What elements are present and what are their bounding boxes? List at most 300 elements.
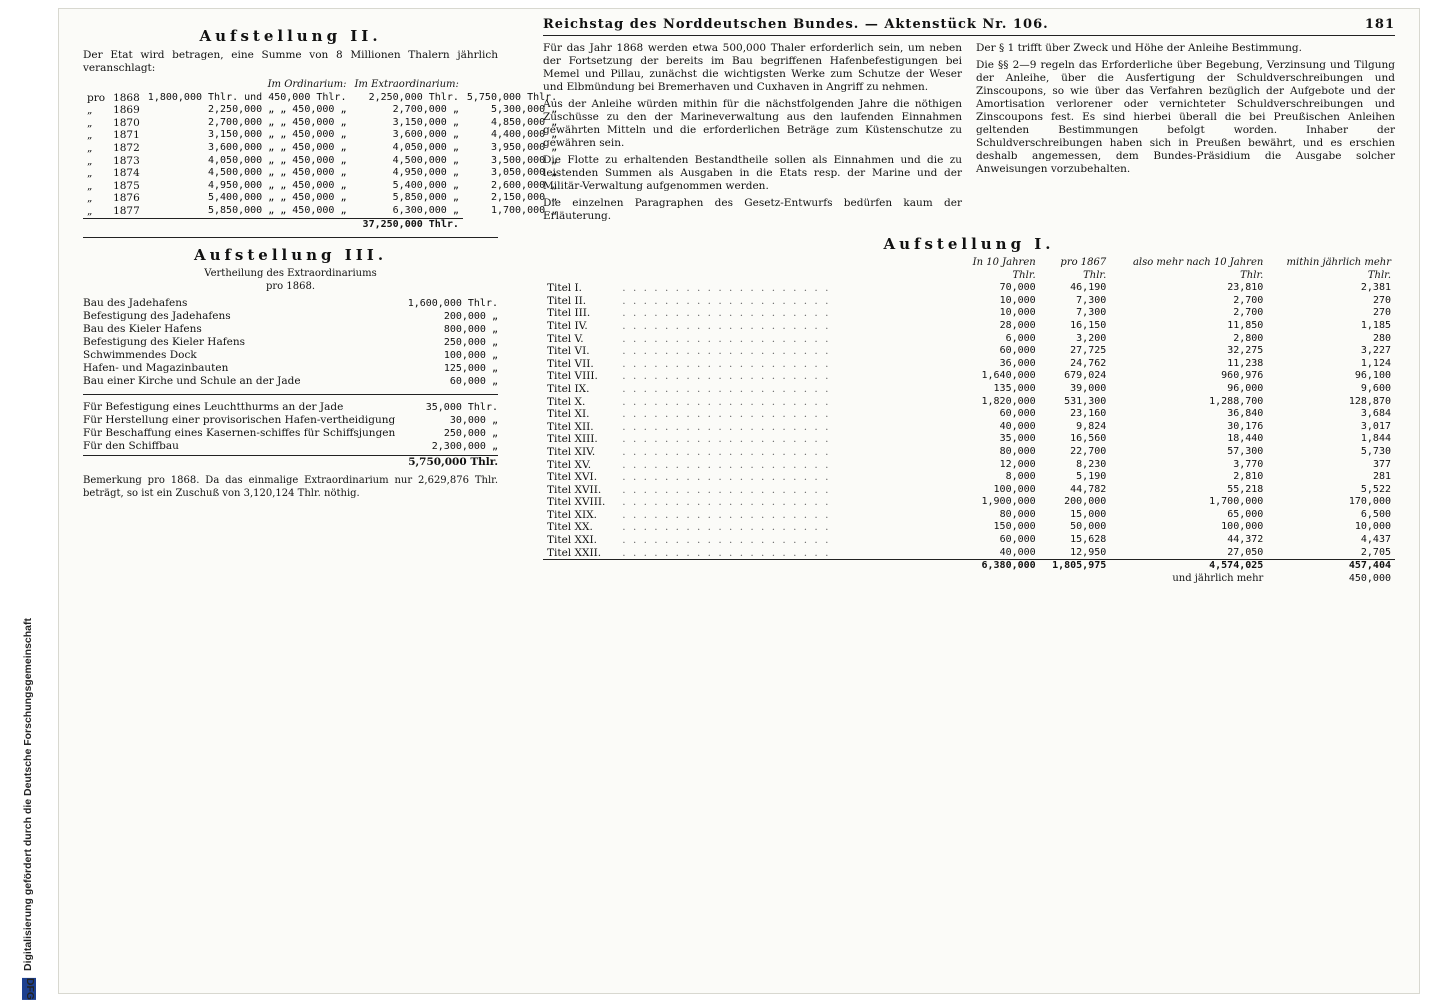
- ordinarium-cell: 5,400,000 „: [392, 179, 459, 191]
- table-row: [543, 509, 1395, 522]
- ordinarium-cell: 4,950,000 „: [392, 167, 459, 179]
- value-cell: 270: [1372, 307, 1391, 319]
- calc-cell: 3,600,000 „ „ 450,000 „: [208, 141, 347, 153]
- value-cell: 3,017: [1360, 420, 1391, 432]
- year-cell: 1877: [113, 204, 140, 217]
- table-row: [83, 205, 561, 218]
- value-cell: 2,800: [1233, 332, 1264, 344]
- aufstellung-3-left-list: [83, 297, 498, 388]
- a1-col-mehr: also mehr nach 10 Jahren: [1132, 257, 1264, 268]
- a1-col-jaehrlich: mithin jährlich mehr: [1286, 257, 1391, 268]
- leader-dots: . . . . . . . . . . . . . . . . . . . .: [622, 433, 831, 446]
- value-cell: 531,300: [1064, 395, 1107, 407]
- item-label: Für Herstellung einer provisorischen Hafen-vertheidigung: [83, 414, 396, 427]
- value-cell: 60,000: [999, 534, 1036, 546]
- table-row: [83, 192, 561, 205]
- titel-label: Titel XXI.: [547, 534, 597, 547]
- a1-footer-row: [543, 573, 1395, 586]
- table-row: [543, 471, 1395, 484]
- value-cell: 3,684: [1360, 408, 1391, 420]
- value-cell: 60,000: [999, 408, 1036, 420]
- value-cell: 22,700: [1070, 445, 1107, 457]
- intro-text: [543, 42, 1395, 227]
- value-cell: 15,000: [1070, 508, 1107, 520]
- table-row: [543, 446, 1395, 459]
- table-row: [543, 534, 1395, 547]
- value-cell: 377: [1372, 458, 1391, 470]
- a1-col-10-jahren: In 10 Jahren: [972, 257, 1036, 268]
- leader-dots: . . . . . . . . . . . . . . . . . . . .: [622, 357, 831, 370]
- value-cell: 5,730: [1360, 445, 1391, 457]
- list-item: [83, 336, 498, 349]
- a1-unit: Thlr.: [1367, 269, 1391, 281]
- titel-label: Titel I.: [547, 282, 582, 295]
- item-label: Für den Schiffbau: [83, 440, 179, 453]
- value-cell: 270: [1372, 294, 1391, 306]
- list-item: [83, 310, 498, 323]
- titel-label: Titel II.: [547, 294, 587, 307]
- extraordinarium-cell: 5,300,000 „: [490, 104, 558, 116]
- value-cell: 11,238: [1227, 357, 1264, 369]
- leader-dots: . . . . . . . . . . . . . . . . . . . .: [622, 458, 831, 471]
- leader-dots: . . . . . . . . . . . . . . . . . . . .: [622, 483, 831, 496]
- table-row: [83, 129, 561, 142]
- value-cell: 9,824: [1076, 420, 1107, 432]
- extraordinarium-cell: 4,400,000 „: [490, 129, 558, 141]
- value-cell: 18,440: [1227, 433, 1264, 445]
- value-cell: 7,300: [1076, 307, 1107, 319]
- leader-dots: . . . . . . . . . . . . . . . . . . . .: [622, 546, 831, 559]
- pro-cell: „: [87, 167, 93, 180]
- item-value: 35,000 Thlr.: [425, 402, 498, 414]
- list-item: [83, 375, 498, 388]
- value-cell: 10,000: [1354, 521, 1391, 533]
- year-cell: 1869: [113, 104, 140, 117]
- value-cell: 170,000: [1348, 496, 1391, 508]
- value-cell: 96,100: [1354, 370, 1391, 382]
- extraordinarium-cell: 4,850,000 „: [490, 116, 558, 128]
- a1-unit: Thlr.: [1012, 269, 1036, 281]
- table-row: [83, 155, 561, 168]
- pro-cell: pro: [87, 91, 106, 104]
- value-cell: 70,000: [999, 282, 1036, 294]
- list-item: [83, 297, 498, 310]
- year-cell: 1875: [113, 179, 140, 192]
- value-cell: 150,000: [993, 521, 1036, 533]
- calc-cell: 2,700,000 „ „ 450,000 „: [208, 116, 347, 128]
- value-cell: 9,600: [1360, 382, 1391, 394]
- list-item: [83, 362, 498, 375]
- pro-cell: „: [87, 116, 93, 129]
- running-head-title: Reichstag des Norddeutschen Bundes. — Aktenstück Nr. 106.: [543, 17, 1049, 32]
- calc-cell: 4,050,000 „ „ 450,000 „: [208, 154, 347, 166]
- value-cell: 7,300: [1076, 294, 1107, 306]
- value-cell: 30,176: [1227, 420, 1264, 432]
- pro-cell: „: [87, 204, 93, 217]
- intro-left: [543, 42, 962, 227]
- leader-dots: . . . . . . . . . . . . . . . . . . . .: [622, 370, 831, 383]
- table-row: [543, 320, 1395, 333]
- pro-cell: „: [87, 192, 93, 205]
- a1-total-a: 6,380,000: [959, 560, 1040, 573]
- value-cell: 16,150: [1070, 319, 1107, 331]
- value-cell: 679,024: [1064, 370, 1107, 382]
- value-cell: 10,000: [999, 294, 1036, 306]
- intro-paragraph: Für das Jahr 1868 werden etwa 500,000 Thaler erforderlich sein, um neben der Fortsetzung der bereits im Bau begriffenen Hafenbefestigungen bei Memel und Pillau, zunächst die wichtigsten Werke zum Schutze der Weser und Elbmündung bei Bremerhaven und Cuxhaven in Angriff zu nehmen.: [543, 42, 962, 93]
- item-value: 250,000 „: [443, 428, 498, 440]
- aufstellung-1-table: [543, 257, 1395, 585]
- value-cell: 16,560: [1070, 433, 1107, 445]
- intro-paragraph: Die §§ 2—9 regeln das Erforderliche über Begebung, Verzinsung und Tilgung der Anleihe, über die Ausfertigung der Schuldverschreibungen und Zinscoupons, so wie über das Verfahren bezüglich der Aufgebote und der Amortisation verlorener oder vernichteter Schuldverschreibungen und Zinscoupons fest. Es sind hierbei überall die bei Preußischen Anleihen geltenden Bestimmungen befolgt worden. Inhaber der Schuldverschreibungen haben sich in Preußen bewährt, und es erschien deshalb angemessen, dem Bundes-Präsidium die Ausgabe solcher Anweisungen vorzubehalten.: [976, 59, 1395, 175]
- item-value: 800,000 „: [443, 324, 498, 336]
- item-value: 200,000 „: [443, 311, 498, 323]
- leader-dots: . . . . . . . . . . . . . . . . . . . .: [622, 471, 831, 484]
- extraordinarium-cell: 3,950,000 „: [490, 141, 558, 153]
- value-cell: 1,900,000: [981, 496, 1036, 508]
- table-row: [543, 345, 1395, 358]
- ordinarium-cell: 4,050,000 „: [392, 141, 459, 153]
- extraordinarium-cell: 5,750,000 Thlr.: [466, 91, 558, 103]
- value-cell: 44,372: [1227, 534, 1264, 546]
- ordinarium-cell: 2,250,000 Thlr.: [368, 91, 459, 103]
- ordinarium-cell: 2,700,000 „: [392, 104, 459, 116]
- titel-label: Titel V.: [547, 332, 584, 345]
- value-cell: 100,000: [993, 483, 1036, 495]
- value-cell: 27,050: [1227, 546, 1264, 558]
- a2-col-pro: [83, 79, 109, 92]
- table-row: [543, 370, 1395, 383]
- ordinarium-cell: 6,300,000 „: [392, 204, 459, 216]
- item-value: 1,600,000 Thlr.: [407, 298, 498, 310]
- table-row: [83, 180, 561, 193]
- list-item: [83, 401, 498, 414]
- item-value: 250,000 „: [443, 337, 498, 349]
- calc-cell: 2,250,000 „ „ 450,000 „: [208, 104, 347, 116]
- item-label: Bau einer Kirche und Schule an der Jade: [83, 375, 301, 388]
- leader-dots: . . . . . . . . . . . . . . . . . . . .: [622, 345, 831, 358]
- item-value: 125,000 „: [443, 363, 498, 375]
- calc-cell: 3,150,000 „ „ 450,000 „: [208, 129, 347, 141]
- table-row: [543, 459, 1395, 472]
- table-row: [543, 496, 1395, 509]
- credit-text: Digitalisierung gefördert durch die Deutsche Forschungsgemeinschaft: [22, 618, 34, 972]
- aufstellung-3-subtitle: Vertheilung des Extraordinariums: [204, 268, 377, 280]
- item-label: Bau des Jadehafens: [83, 297, 188, 310]
- value-cell: 1,124: [1360, 357, 1391, 369]
- value-cell: 2,705: [1360, 546, 1391, 558]
- table-row: [543, 421, 1395, 434]
- value-cell: 80,000: [999, 508, 1036, 520]
- running-head: [543, 17, 1395, 36]
- value-cell: 1,700,000: [1209, 496, 1264, 508]
- item-label: Hafen- und Magazinbauten: [83, 362, 229, 375]
- leader-dots: . . . . . . . . . . . . . . . . . . . .: [622, 382, 831, 395]
- value-cell: 65,000: [1227, 508, 1264, 520]
- leader-dots: . . . . . . . . . . . . . . . . . . . .: [622, 534, 831, 547]
- right-column: [529, 9, 1419, 993]
- titel-label: Titel VI.: [547, 345, 590, 358]
- value-cell: 36,840: [1227, 408, 1264, 420]
- value-cell: 55,218: [1227, 483, 1264, 495]
- titel-label: Titel XVIII.: [547, 496, 606, 509]
- table-row: [543, 295, 1395, 308]
- value-cell: 8,000: [1005, 471, 1036, 483]
- table-row: [543, 484, 1395, 497]
- value-cell: 3,200: [1076, 332, 1107, 344]
- item-label: Für Beschaffung eines Kasernen-schiffes für Schiffsjungen: [83, 427, 396, 440]
- intro-paragraph: Die Flotte zu erhaltenden Bestandtheile sollen als Einnahmen und die zu leistenden Summen als Ausgaben in die Etats resp. der Marine und der Militär-Verwaltung aufgenommen werden.: [543, 154, 962, 192]
- year-cell: 1872: [113, 141, 140, 154]
- titel-label: Titel XV.: [547, 458, 592, 471]
- table-row: [543, 433, 1395, 446]
- list-divider: [83, 394, 498, 395]
- titel-label: Titel XX.: [547, 521, 593, 534]
- value-cell: 11,850: [1227, 319, 1264, 331]
- leader-dots: . . . . . . . . . . . . . . . . . . . .: [622, 307, 831, 320]
- value-cell: 44,782: [1070, 483, 1107, 495]
- titel-label: Titel IV.: [547, 319, 588, 332]
- extraordinarium-cell: 3,500,000 „: [490, 154, 558, 166]
- value-cell: 80,000: [999, 445, 1036, 457]
- value-cell: 27,725: [1070, 345, 1107, 357]
- value-cell: 35,000: [999, 433, 1036, 445]
- a1-unit: Thlr.: [1240, 269, 1264, 281]
- titel-label: Titel III.: [547, 307, 591, 320]
- value-cell: 2,700: [1233, 307, 1264, 319]
- list-item: [83, 440, 498, 453]
- value-cell: 1,820,000: [981, 395, 1036, 407]
- intro-paragraph: Aus der Anleihe würden mithin für die nächstfolgenden Jahre die nöthigen Zuschüsse zu den der Marineverwaltung aus den laufenden Einnahmen gewährten Mitteln und die erforderlichen Beträge zum Küstenschutze zu gewähren sein.: [543, 98, 962, 149]
- a1-total-row: [543, 560, 1395, 573]
- list-item: [83, 414, 498, 427]
- ordinarium-cell: 3,150,000 „: [392, 116, 459, 128]
- titel-label: Titel XIV.: [547, 445, 596, 458]
- pro-cell: „: [87, 154, 93, 167]
- value-cell: 28,000: [999, 319, 1036, 331]
- table-row: [83, 104, 561, 117]
- pro-cell: „: [87, 104, 93, 117]
- value-cell: 60,000: [999, 345, 1036, 357]
- leader-dots: . . . . . . . . . . . . . . . . . . . .: [622, 508, 831, 521]
- a2-total: 37,250,000 Thlr.: [350, 218, 462, 231]
- value-cell: 1,288,700: [1209, 395, 1264, 407]
- leader-dots: . . . . . . . . . . . . . . . . . . . .: [622, 496, 831, 509]
- extraordinarium-cell: 1,700,000 „: [490, 205, 558, 217]
- year-cell: 1870: [113, 116, 140, 129]
- table-row: [83, 167, 561, 180]
- value-cell: 2,381: [1360, 282, 1391, 294]
- year-cell: 1868: [113, 91, 140, 104]
- a1-total-d: 457,404: [1267, 560, 1395, 573]
- left-column: [59, 9, 558, 993]
- titel-label: Titel XIII.: [547, 433, 598, 446]
- item-label: Für Befestigung eines Leuchtthurms an der Jade: [83, 401, 344, 414]
- list-item: [83, 427, 498, 440]
- a1-total-c: 4,574,025: [1110, 560, 1267, 573]
- aufstellung-3-right-list: [83, 401, 498, 453]
- value-cell: 128,870: [1348, 395, 1391, 407]
- extraordinarium-cell: 3,050,000 „: [490, 167, 558, 179]
- value-cell: 960,976: [1221, 370, 1264, 382]
- table-row: [543, 383, 1395, 396]
- calc-cell: 5,850,000 „ „ 450,000 „: [208, 204, 347, 216]
- table-row: [83, 117, 561, 130]
- list-item: [83, 323, 498, 336]
- table-row: [83, 142, 561, 155]
- a1-unit: Thlr.: [1083, 269, 1107, 281]
- year-cell: 1871: [113, 129, 140, 142]
- table-row: [543, 396, 1395, 409]
- ordinarium-cell: 3,600,000 „: [392, 129, 459, 141]
- value-cell: 5,190: [1076, 471, 1107, 483]
- item-label: Bau des Kieler Hafens: [83, 323, 202, 336]
- intro-paragraph: Der § 1 trifft über Zweck und Höhe der Anleihe Bestimmung.: [976, 42, 1302, 54]
- value-cell: 40,000: [999, 546, 1036, 558]
- leader-dots: . . . . . . . . . . . . . . . . . . . .: [622, 521, 831, 534]
- a1-col-1867: pro 1867: [1060, 257, 1107, 268]
- value-cell: 5,522: [1360, 483, 1391, 495]
- titel-label: Titel XVII.: [547, 483, 602, 496]
- table-row: [543, 333, 1395, 346]
- value-cell: 2,810: [1233, 471, 1264, 483]
- aufstellung-3-year: pro 1868.: [265, 280, 315, 292]
- leader-dots: . . . . . . . . . . . . . . . . . . . .: [622, 294, 831, 307]
- value-cell: 57,300: [1227, 445, 1264, 457]
- list-item: [83, 349, 498, 362]
- item-value: 2,300,000 „: [431, 441, 498, 453]
- a1-footer-value: 450,000: [1348, 572, 1391, 584]
- value-cell: 1,640,000: [981, 370, 1036, 382]
- a2-col-extraordinarium: Im Extraordinarium:: [354, 79, 459, 90]
- aufstellung-3-note: Bemerkung pro 1868. Da das einmalige Extraordinarium nur 2,629,876 Thlr. beträgt, so ist ein Zuschuß von 3,120,124 Thlr. nöthig.: [83, 475, 498, 499]
- year-cell: 1876: [113, 192, 140, 205]
- ordinarium-cell: 4,500,000 „: [392, 154, 459, 166]
- leader-dots: . . . . . . . . . . . . . . . . . . . .: [622, 319, 831, 332]
- leader-dots: . . . . . . . . . . . . . . . . . . . .: [622, 282, 831, 295]
- a2-col-year: [109, 79, 144, 92]
- extraordinarium-cell: 2,150,000 „: [490, 192, 558, 204]
- intro-paragraph: Die einzelnen Paragraphen des Gesetz-Entwurfs bedürfen kaum der Erläuterung.: [543, 197, 962, 222]
- value-cell: 10,000: [999, 307, 1036, 319]
- value-cell: 32,275: [1227, 345, 1264, 357]
- value-cell: 135,000: [993, 382, 1036, 394]
- extraordinarium-cell: 2,600,000 „: [490, 179, 558, 191]
- value-cell: 23,160: [1070, 408, 1107, 420]
- item-label: Befestigung des Kieler Hafens: [83, 336, 245, 349]
- pro-cell: „: [87, 179, 93, 192]
- digitization-credit: [4, 0, 54, 1000]
- a2-col-ordinarium: Im Ordinarium:: [267, 79, 347, 90]
- value-cell: 12,000: [999, 458, 1036, 470]
- value-cell: 36,000: [999, 357, 1036, 369]
- value-cell: 23,810: [1227, 282, 1264, 294]
- calc-cell: 4,500,000 „ „ 450,000 „: [208, 167, 347, 179]
- value-cell: 15,628: [1070, 534, 1107, 546]
- aufstellung-2-intro: Der Etat wird betragen, eine Summe von 8 Millionen Thalern jährlich veranschlagt:: [83, 49, 498, 74]
- leader-dots: . . . . . . . . . . . . . . . . . . . .: [622, 420, 831, 433]
- year-cell: 1874: [113, 167, 140, 180]
- leader-dots: . . . . . . . . . . . . . . . . . . . .: [622, 395, 831, 408]
- aufstellung-1-heading: Aufstellung I.: [883, 235, 1055, 253]
- item-value: 60,000 „: [449, 376, 498, 388]
- value-cell: 3,770: [1233, 458, 1264, 470]
- value-cell: 3,227: [1360, 345, 1391, 357]
- value-cell: 2,700: [1233, 294, 1264, 306]
- item-label: Befestigung des Jadehafens: [83, 310, 231, 323]
- calc-cell: 4,950,000 „ „ 450,000 „: [208, 179, 347, 191]
- value-cell: 46,190: [1070, 282, 1107, 294]
- item-label: Schwimmendes Dock: [83, 349, 197, 362]
- table-row: [83, 92, 561, 105]
- table-row: [543, 307, 1395, 320]
- page-number: 181: [1364, 17, 1395, 32]
- titel-label: Titel X.: [547, 395, 586, 408]
- table-row: [543, 358, 1395, 371]
- pro-cell: „: [87, 129, 93, 142]
- value-cell: 281: [1372, 471, 1391, 483]
- aufstellung-3-total-row: [83, 455, 498, 469]
- leader-dots: . . . . . . . . . . . . . . . . . . . .: [622, 408, 831, 421]
- aufstellung-2-heading: Aufstellung II.: [199, 27, 382, 45]
- titel-label: Titel XII.: [547, 420, 594, 433]
- item-value: 100,000 „: [443, 350, 498, 362]
- titel-label: Titel VII.: [547, 357, 594, 370]
- leader-dots: . . . . . . . . . . . . . . . . . . . .: [622, 445, 831, 458]
- value-cell: 6,000: [1005, 332, 1036, 344]
- aufstellung-3-total: 5,750,000 Thlr.: [408, 456, 498, 469]
- aufstellung-2-table: [83, 79, 561, 231]
- pro-cell: „: [87, 141, 93, 154]
- titel-label: Titel XI.: [547, 408, 590, 421]
- value-cell: 4,437: [1360, 534, 1391, 546]
- leader-dots: . . . . . . . . . . . . . . . . . . . .: [622, 332, 831, 345]
- value-cell: 40,000: [999, 420, 1036, 432]
- calc-cell: 1,800,000 Thlr. und 450,000 Thlr.: [147, 91, 347, 103]
- value-cell: 50,000: [1070, 521, 1107, 533]
- table-row: [543, 521, 1395, 534]
- ordinarium-cell: 5,850,000 „: [392, 192, 459, 204]
- value-cell: 12,950: [1070, 546, 1107, 558]
- value-cell: 6,500: [1360, 508, 1391, 520]
- value-cell: 100,000: [1221, 521, 1264, 533]
- dfg-logo: DFG: [24, 978, 36, 1000]
- value-cell: 280: [1372, 332, 1391, 344]
- item-value: 30,000 „: [449, 415, 498, 427]
- aufstellung-3-heading: Aufstellung III.: [193, 246, 388, 265]
- table-row: [543, 408, 1395, 421]
- document-page: [58, 8, 1420, 994]
- value-cell: 24,762: [1070, 357, 1107, 369]
- value-cell: 1,185: [1360, 319, 1391, 331]
- table-row: [543, 547, 1395, 560]
- table-row: [543, 282, 1395, 295]
- section-divider: [83, 237, 498, 238]
- value-cell: 200,000: [1064, 496, 1107, 508]
- value-cell: 8,230: [1076, 458, 1107, 470]
- titel-label: Titel VIII.: [547, 370, 598, 383]
- titel-label: Titel XVI.: [547, 471, 598, 484]
- titel-label: Titel IX.: [547, 382, 590, 395]
- a1-footer-label: und jährlich mehr: [1172, 572, 1264, 584]
- value-cell: 96,000: [1227, 382, 1264, 394]
- year-cell: 1873: [113, 154, 140, 167]
- calc-cell: 5,400,000 „ „ 450,000 „: [208, 192, 347, 204]
- value-cell: 1,844: [1360, 433, 1391, 445]
- intro-right: [976, 42, 1395, 227]
- titel-label: Titel XXII.: [547, 546, 602, 559]
- titel-label: Titel XIX.: [547, 508, 597, 521]
- a1-total-b: 1,805,975: [1040, 560, 1111, 573]
